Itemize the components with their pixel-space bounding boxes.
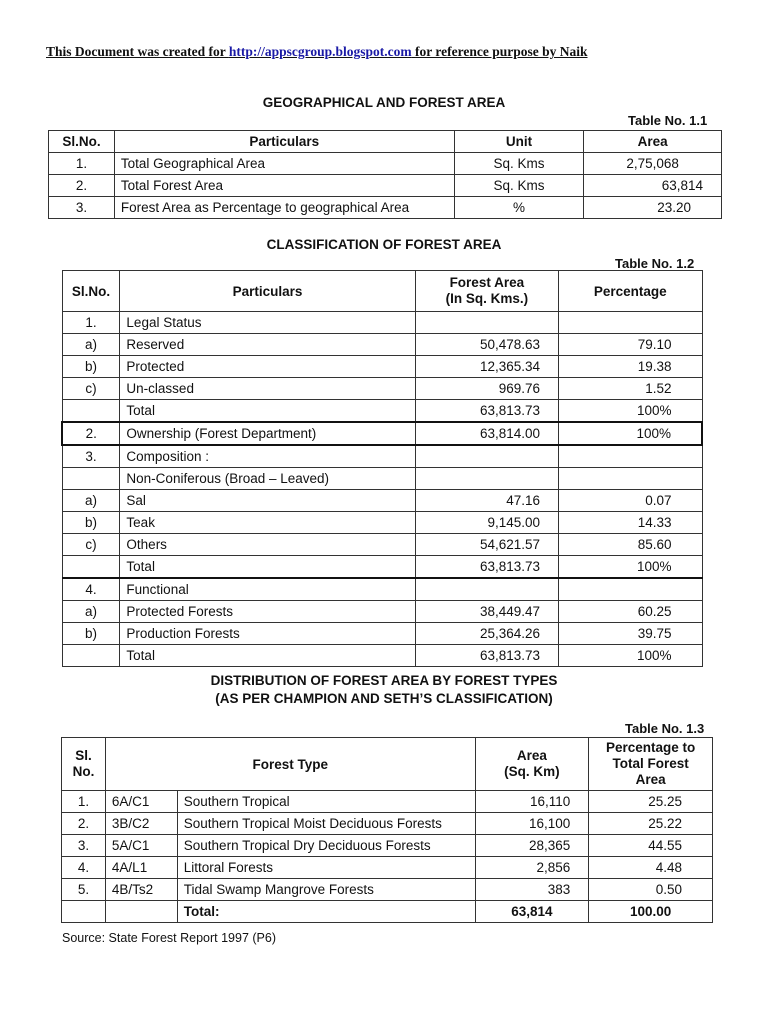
cell: 4B/Ts2 xyxy=(105,879,177,901)
cell xyxy=(415,312,558,334)
cell: 383 xyxy=(475,879,589,901)
cell xyxy=(62,468,120,490)
table-row xyxy=(62,534,702,556)
cell: Others xyxy=(120,534,415,556)
cell: 50,478.63 xyxy=(415,334,558,356)
cell: 19.38 xyxy=(559,356,702,378)
cell: a) xyxy=(62,334,120,356)
cell: 25.22 xyxy=(589,813,713,835)
cell: Production Forests xyxy=(120,623,415,645)
cell: 100% xyxy=(559,645,702,667)
header-area: Area xyxy=(584,131,722,153)
cell: 44.55 xyxy=(589,835,713,857)
table-row xyxy=(62,490,702,512)
cell: Ownership (Forest Department) xyxy=(120,422,415,445)
cell: 4.48 xyxy=(589,857,713,879)
cell: 14.33 xyxy=(559,512,702,534)
table-row xyxy=(62,468,702,490)
table-row xyxy=(62,813,713,835)
cell: Non-Coniferous (Broad – Leaved) xyxy=(120,468,415,490)
blog-link[interactable]: http://appscgroup.blogspot.com xyxy=(228,44,412,59)
cell: Total xyxy=(120,400,415,423)
cell: 2. xyxy=(62,422,120,445)
cell: 1.52 xyxy=(559,378,702,400)
table-header-row xyxy=(62,738,713,791)
cell: 9,145.00 xyxy=(415,512,558,534)
cell xyxy=(415,445,558,468)
table-row xyxy=(62,578,702,601)
geographical-area-table xyxy=(48,130,722,219)
cell: 4. xyxy=(62,578,120,601)
cell xyxy=(559,312,702,334)
cell: 25,364.26 xyxy=(415,623,558,645)
header-prefix: This Document was created for xyxy=(46,44,229,59)
cell: 3. xyxy=(49,197,115,219)
header-particulars: Particulars xyxy=(114,131,454,153)
cell: 47.16 xyxy=(415,490,558,512)
cell: Total Geographical Area xyxy=(114,153,454,175)
cell: 63,813.73 xyxy=(415,400,558,423)
table-header-row xyxy=(49,131,722,153)
header-slno: Sl. No. xyxy=(62,738,106,791)
table-row xyxy=(62,556,702,579)
table1-number: Table No. 1.1 xyxy=(628,113,708,128)
header-unit: Unit xyxy=(454,131,584,153)
table-row xyxy=(62,334,702,356)
cell: 23.20 xyxy=(584,197,722,219)
header-area: Area (Sq. Km) xyxy=(475,738,589,791)
cell: 0.50 xyxy=(589,879,713,901)
cell: 1. xyxy=(62,791,106,813)
cell: 5A/C1 xyxy=(105,835,177,857)
table-row xyxy=(62,400,702,423)
cell: 79.10 xyxy=(559,334,702,356)
cell: 85.60 xyxy=(559,534,702,556)
header-particulars: Particulars xyxy=(120,271,415,312)
cell: 2,856 xyxy=(475,857,589,879)
cell: Legal Status xyxy=(120,312,415,334)
cell: Littoral Forests xyxy=(177,857,475,879)
cell: 16,100 xyxy=(475,813,589,835)
cell: 100% xyxy=(559,422,702,445)
cell: 3. xyxy=(62,835,106,857)
table-row xyxy=(62,422,702,445)
table-row xyxy=(62,356,702,378)
cell xyxy=(559,468,702,490)
cell: Sq. Kms xyxy=(454,153,584,175)
table-row xyxy=(62,512,702,534)
cell: Southern Tropical xyxy=(177,791,475,813)
cell: 63,813.73 xyxy=(415,556,558,579)
cell: % xyxy=(454,197,584,219)
cell: 2. xyxy=(49,175,115,197)
cell: 2,75,068 xyxy=(584,153,722,175)
table-row xyxy=(62,601,702,623)
header-percentage: Percentage to Total Forest Area xyxy=(589,738,713,791)
header-forest-area: Forest Area (In Sq. Kms.) xyxy=(415,271,558,312)
cell: 63,813.73 xyxy=(415,645,558,667)
header-suffix: for reference purpose by Naik xyxy=(415,44,588,59)
cell: Sal xyxy=(120,490,415,512)
table-row xyxy=(49,175,722,197)
cell: Functional xyxy=(120,578,415,601)
cell: 38,449.47 xyxy=(415,601,558,623)
document-header xyxy=(46,44,588,60)
cell: 39.75 xyxy=(559,623,702,645)
table2-title: CLASSIFICATION OF FOREST AREA xyxy=(266,237,502,252)
cell: Southern Tropical Moist Deciduous Forests xyxy=(177,813,475,835)
forest-classification-table xyxy=(61,270,703,667)
cell: 6A/C1 xyxy=(105,791,177,813)
cell: 1. xyxy=(62,312,120,334)
table-row xyxy=(62,623,702,645)
cell: 4A/L1 xyxy=(105,857,177,879)
cell: Tidal Swamp Mangrove Forests xyxy=(177,879,475,901)
table2-number: Table No. 1.2 xyxy=(615,256,695,271)
cell: Total: xyxy=(177,901,475,923)
cell xyxy=(62,645,120,667)
cell xyxy=(62,556,120,579)
cell: 12,365.34 xyxy=(415,356,558,378)
cell: 100% xyxy=(559,556,702,579)
cell: Reserved xyxy=(120,334,415,356)
source-note: Source: State Forest Report 1997 (P6) xyxy=(62,931,276,945)
cell xyxy=(62,400,120,423)
header-forest-type: Forest Type xyxy=(105,738,475,791)
cell: 60.25 xyxy=(559,601,702,623)
table3-title-line1: DISTRIBUTION OF FOREST AREA BY FOREST TYPES xyxy=(210,673,558,688)
cell: Protected Forests xyxy=(120,601,415,623)
cell: b) xyxy=(62,512,120,534)
cell: 3. xyxy=(62,445,120,468)
cell: Sq. Kms xyxy=(454,175,584,197)
cell: 100% xyxy=(559,400,702,423)
cell: 25.25 xyxy=(589,791,713,813)
cell: 0.07 xyxy=(559,490,702,512)
cell: 1. xyxy=(49,153,115,175)
header-percentage: Percentage xyxy=(559,271,702,312)
header-slno: Sl.No. xyxy=(62,271,120,312)
cell: 63,814 xyxy=(584,175,722,197)
cell: 100.00 xyxy=(589,901,713,923)
cell: Composition : xyxy=(120,445,415,468)
table-row xyxy=(62,378,702,400)
table-row xyxy=(62,312,702,334)
cell xyxy=(105,901,177,923)
cell: 3B/C2 xyxy=(105,813,177,835)
cell: 54,621.57 xyxy=(415,534,558,556)
cell: c) xyxy=(62,534,120,556)
cell: b) xyxy=(62,356,120,378)
cell: a) xyxy=(62,490,120,512)
table-row xyxy=(49,153,722,175)
cell: 63,814.00 xyxy=(415,422,558,445)
cell xyxy=(415,468,558,490)
table-row xyxy=(62,835,713,857)
cell: 2. xyxy=(62,813,106,835)
cell: 4. xyxy=(62,857,106,879)
table-header-row xyxy=(62,271,702,312)
table-row xyxy=(62,791,713,813)
table1-title: GEOGRAPHICAL AND FOREST AREA xyxy=(262,95,506,110)
cell xyxy=(415,578,558,601)
cell: Total xyxy=(120,556,415,579)
cell: a) xyxy=(62,601,120,623)
cell: Protected xyxy=(120,356,415,378)
cell: 5. xyxy=(62,879,106,901)
cell: 63,814 xyxy=(475,901,589,923)
total-row xyxy=(62,901,713,923)
cell: b) xyxy=(62,623,120,645)
cell: Southern Tropical Dry Deciduous Forests xyxy=(177,835,475,857)
cell: Teak xyxy=(120,512,415,534)
cell: Total Forest Area xyxy=(114,175,454,197)
table-row xyxy=(62,857,713,879)
table-row xyxy=(49,197,722,219)
table-row xyxy=(62,445,702,468)
cell xyxy=(559,578,702,601)
cell xyxy=(559,445,702,468)
cell xyxy=(62,901,106,923)
cell: 28,365 xyxy=(475,835,589,857)
table3-number: Table No. 1.3 xyxy=(625,721,705,736)
cell: Un-classed xyxy=(120,378,415,400)
cell: Total xyxy=(120,645,415,667)
table3-title-line2: (AS PER CHAMPION AND SETH’S CLASSIFICATION) xyxy=(215,691,553,706)
table-row xyxy=(62,879,713,901)
forest-types-table xyxy=(61,737,713,923)
cell: 969.76 xyxy=(415,378,558,400)
cell: 16,110 xyxy=(475,791,589,813)
header-slno: Sl.No. xyxy=(49,131,115,153)
cell: Forest Area as Percentage to geographical Area xyxy=(114,197,454,219)
table-row xyxy=(62,645,702,667)
cell: c) xyxy=(62,378,120,400)
